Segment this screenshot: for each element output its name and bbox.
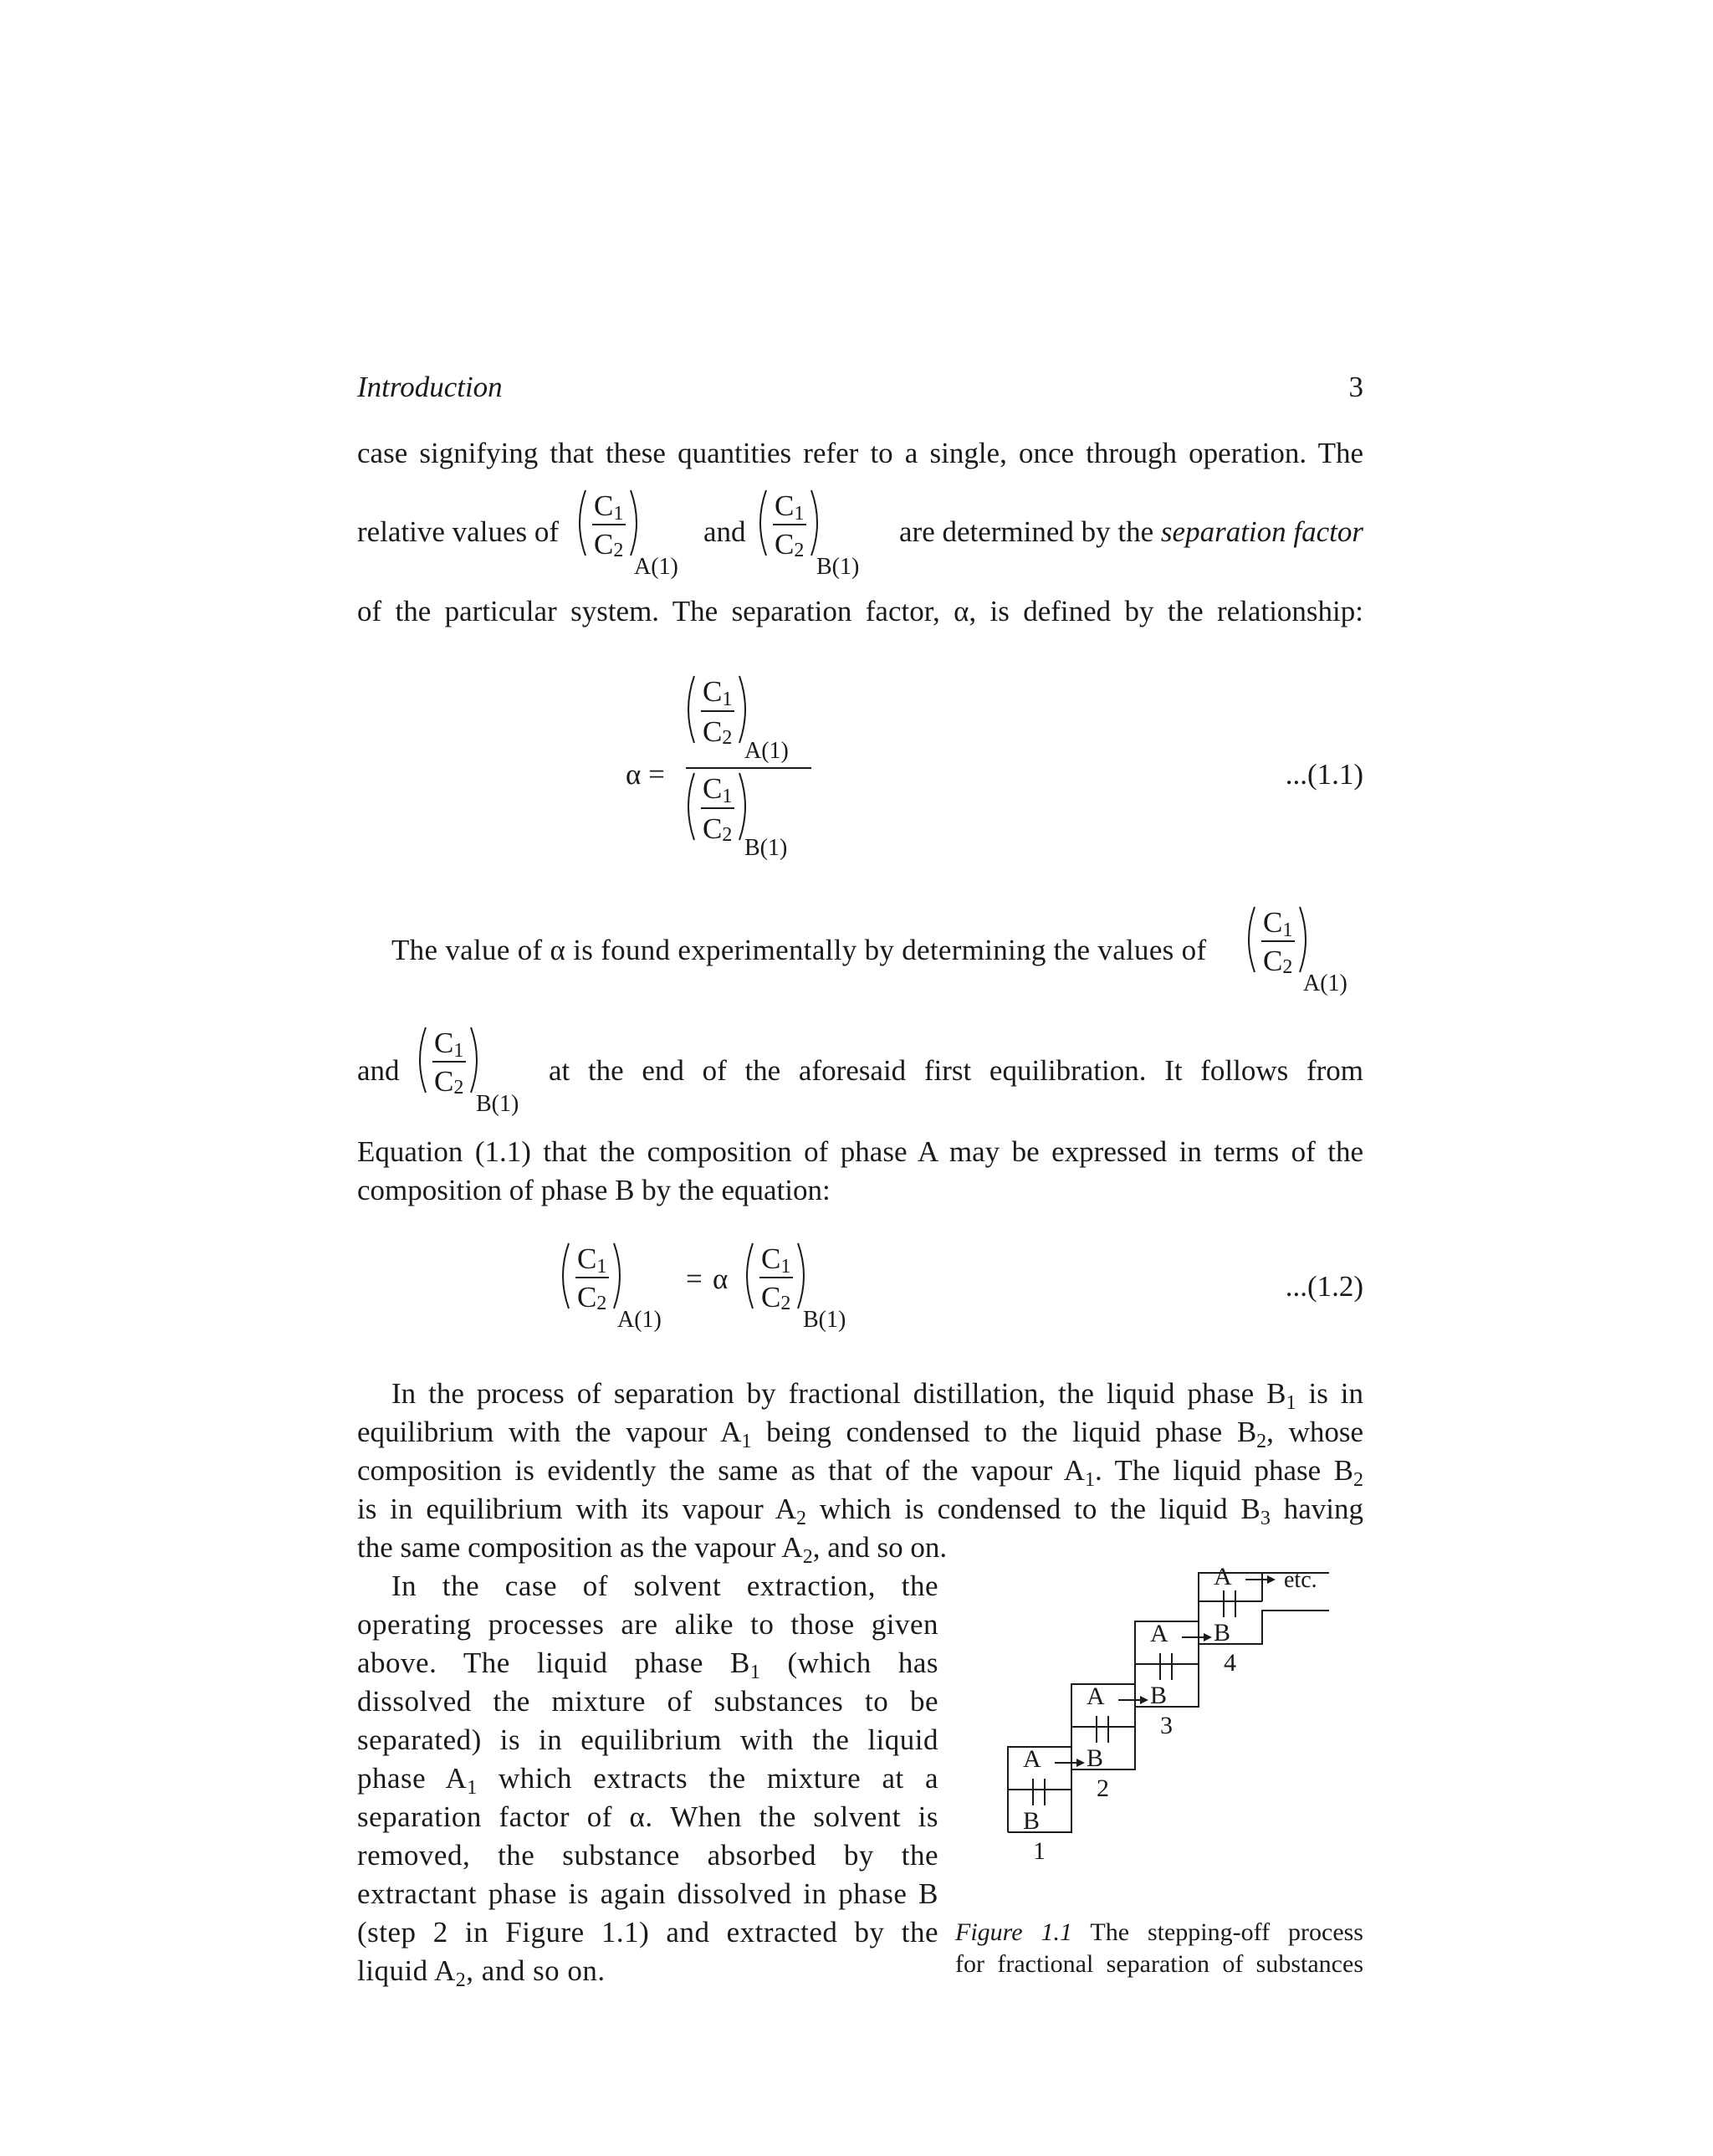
- ratio-b1-para2: [416, 1021, 541, 1117]
- para3-line1: In the process of separation by fractional distillation, the liquid phase $B_1$ is in: [391, 1377, 1363, 1414]
- svg-text:B: B: [1087, 1744, 1104, 1772]
- svg-text:A: A: [1023, 1745, 1041, 1773]
- svg-text:B: B: [1150, 1682, 1168, 1709]
- svg-text:=: =: [686, 1262, 703, 1295]
- svg-text:C2: C2: [1263, 945, 1293, 978]
- equation-1-2: [559, 1237, 877, 1333]
- para4-column: [357, 1567, 938, 1990]
- ratio-a1-para2: [1245, 900, 1370, 996]
- svg-text:1: 1: [1033, 1837, 1046, 1865]
- figure-label: Figure 1.1: [955, 1918, 1072, 1946]
- svg-text:C1: C1: [703, 772, 733, 807]
- para1-line2-lead: relative values of: [357, 515, 560, 548]
- para4-line11: liquid $A_2$, and so on.: [357, 1954, 606, 1991]
- equation-number-1-2: ...(1.2): [1285, 1270, 1363, 1303]
- para4-line7: separation factor of α. When the solvent is: [357, 1800, 938, 1833]
- para4-line2: operating processes are alike to those given: [357, 1608, 938, 1641]
- svg-text:C1: C1: [761, 1242, 791, 1278]
- svg-text:C2: C2: [434, 1065, 464, 1098]
- svg-text:A(1): A(1): [617, 1307, 662, 1333]
- svg-text:B: B: [1214, 1619, 1231, 1646]
- para4-line10: (step 2 in Figure 1.1) and extracted by the: [357, 1916, 938, 1949]
- svg-text:C1: C1: [775, 489, 805, 525]
- svg-text:B: B: [1023, 1807, 1041, 1835]
- svg-text:C1: C1: [434, 1027, 464, 1062]
- svg-text:A(1): A(1): [744, 738, 789, 764]
- svg-text:A: A: [1087, 1682, 1105, 1710]
- svg-text:A: A: [1214, 1563, 1232, 1590]
- para4-line9: extractant phase is again dissolved in phase B: [357, 1877, 938, 1910]
- svg-text:B(1): B(1): [816, 554, 860, 580]
- page-number: 3: [1348, 371, 1363, 403]
- para3-line5: the same composition as the vapour $A_2$, and so on.: [357, 1531, 948, 1568]
- figure-1-1-caption: Figure 1.1 The stepping-off process: [955, 1918, 1363, 1946]
- equation-number-1-1: ...(1.1): [1285, 758, 1363, 791]
- para4-line4: dissolved the mixture of substances to be: [357, 1685, 938, 1718]
- para2-line3: Equation (1.1) that the composition of phase A may be expressed in terms of the: [357, 1135, 1363, 1168]
- svg-text:C1: C1: [703, 675, 733, 710]
- para3-line3: composition is evidently the same as that of the vapour $A_1$. The liquid phase $B_2$: [357, 1454, 1363, 1491]
- svg-text:α: α: [713, 1262, 729, 1295]
- svg-text:3: 3: [1160, 1712, 1173, 1739]
- running-title: Introduction: [357, 371, 503, 403]
- para4-line6: phase $A_1$ which extracts the mixture at a: [357, 1762, 938, 1799]
- para4-line5: separated) is in equilibrium with the liquid: [357, 1723, 938, 1756]
- svg-text:C2: C2: [703, 812, 733, 846]
- svg-text:4: 4: [1224, 1649, 1236, 1677]
- svg-text:C2: C2: [577, 1281, 607, 1314]
- para4-line1: In the case of solvent extraction, the: [391, 1570, 938, 1602]
- figure-1-1-stepping-diagram: [1000, 1563, 1342, 1874]
- ratio-a1-inline: [575, 484, 701, 580]
- figure-1-1-caption-line2: for fractional separation of substances: [955, 1950, 1363, 1978]
- equation-1-1-fraction: [684, 669, 826, 874]
- svg-text:C2: C2: [775, 528, 805, 561]
- svg-text:C1: C1: [577, 1242, 607, 1278]
- svg-text:B(1): B(1): [803, 1307, 846, 1333]
- para4-line8: removed, the substance absorbed by the: [357, 1839, 938, 1872]
- svg-text:2: 2: [1097, 1774, 1109, 1802]
- para3-line4: is in equilibrium with its vapour $A_2$ which is condensed to the liquid $B_3$ having: [357, 1493, 1363, 1529]
- para2-line2-and: and: [357, 1054, 400, 1087]
- para2-line4: composition of phase B by the equation:: [357, 1174, 831, 1206]
- svg-text:C2: C2: [594, 528, 624, 561]
- para1-line2-tail: are determined by the separation factor: [899, 515, 1363, 548]
- svg-text:A(1): A(1): [1303, 970, 1347, 996]
- svg-text:B(1): B(1): [744, 835, 788, 861]
- para2-line1: The value of α is found experimentally by determining the values of: [391, 934, 1207, 966]
- para1-line1: case signifying that these quantities refer to a single, once through operation. The: [357, 437, 1363, 469]
- para4-line3: above. The liquid phase $B_1$ (which has: [357, 1646, 938, 1683]
- term-separation-factor: separation factor: [1160, 515, 1363, 548]
- svg-text:C1: C1: [1263, 906, 1293, 941]
- svg-text:A: A: [1150, 1620, 1168, 1647]
- para2-line2-tail: at the end of the aforesaid first equilibration. It follows from: [549, 1054, 1363, 1087]
- para3-line2: equilibrium with the vapour $A_1$ being condensed to the liquid phase $B_2$, whose: [357, 1416, 1364, 1452]
- para1-line3: of the particular system. The separation factor, α, is defined by the relationship:: [357, 595, 1363, 627]
- svg-text:C1: C1: [594, 489, 624, 525]
- ratio-b1-inline: [756, 484, 882, 580]
- svg-text:C2: C2: [703, 715, 733, 749]
- svg-text:etc.: etc.: [1284, 1567, 1317, 1593]
- eq1-alpha-equals: α =: [626, 758, 665, 791]
- svg-text:B(1): B(1): [476, 1091, 519, 1117]
- svg-text:A(1): A(1): [634, 554, 678, 580]
- svg-text:C2: C2: [761, 1281, 791, 1314]
- para1-line2-and: and: [703, 515, 746, 548]
